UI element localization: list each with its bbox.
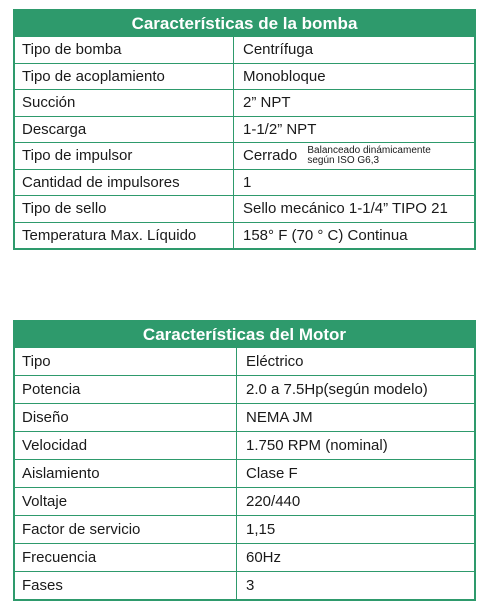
row-label: Frecuencia <box>15 544 237 571</box>
row-label: Temperatura Max. Líquido <box>15 223 234 249</box>
table-row <box>15 222 474 249</box>
row-label: Factor de servicio <box>15 516 237 543</box>
pump-characteristics-table <box>13 9 476 250</box>
motor-table-title: Características del Motor <box>15 322 474 347</box>
row-label: Tipo de bomba <box>15 37 234 63</box>
table-row <box>15 89 474 116</box>
row-value: 1,15 <box>246 521 276 538</box>
motor-characteristics-table <box>13 320 476 601</box>
row-label: Succión <box>15 90 234 116</box>
row-label: Tipo <box>15 348 237 375</box>
row-label: Tipo de sello <box>15 196 234 222</box>
row-value: 220/440 <box>246 493 301 510</box>
table-row <box>15 195 474 222</box>
row-label: Descarga <box>15 117 234 143</box>
row-value: 158° F (70 ° C) Continua <box>243 226 408 244</box>
row-value: 1 <box>243 173 252 191</box>
row-label: Voltaje <box>15 488 237 515</box>
row-label: Tipo de impulsor <box>15 143 234 169</box>
row-label: Tipo de acoplamiento <box>15 64 234 90</box>
table-row <box>15 487 474 515</box>
pump-table-title: Características de la bomba <box>15 11 474 36</box>
impeller-type-value: Cerrado <box>243 147 298 164</box>
table-row <box>15 63 474 90</box>
table-row <box>15 375 474 403</box>
row-label: Cantidad de impulsores <box>15 170 234 196</box>
row-value: Clase F <box>246 465 298 482</box>
note-line: según ISO G6,3 <box>307 155 380 167</box>
table-row <box>15 403 474 431</box>
row-value: Monobloque <box>243 67 326 85</box>
table-row <box>15 169 474 196</box>
row-value <box>234 143 474 169</box>
row-value: Centrífuga <box>243 41 314 58</box>
row-value: 3 <box>246 577 255 594</box>
row-value: NEMA JM <box>246 409 313 426</box>
table-row <box>15 571 474 599</box>
row-value: Eléctrico <box>246 353 304 370</box>
table-row <box>15 459 474 487</box>
table-row <box>15 543 474 571</box>
row-label: Potencia <box>15 376 237 403</box>
row-label: Aislamiento <box>15 460 237 487</box>
table-row <box>15 347 474 375</box>
row-value: 2” NPT <box>243 94 291 111</box>
table-row <box>15 515 474 543</box>
row-value: 1-1/2” NPT <box>243 120 317 138</box>
table-row <box>15 36 474 63</box>
row-label: Velocidad <box>15 432 237 459</box>
table-row <box>15 116 474 143</box>
row-label: Diseño <box>15 404 237 431</box>
row-value: 2.0 a 7.5Hp(según modelo) <box>246 381 428 398</box>
row-value: Sello mecánico 1-1/4” TIPO 21 <box>243 200 448 217</box>
note-line: Balanceado dinámicamente <box>307 145 431 157</box>
impeller-balance-note <box>307 146 430 166</box>
row-value: 1.750 RPM (nominal) <box>246 437 388 454</box>
row-label: Fases <box>15 572 237 599</box>
table-row <box>15 431 474 459</box>
table-row <box>15 142 474 169</box>
row-value: 60Hz <box>246 549 282 566</box>
